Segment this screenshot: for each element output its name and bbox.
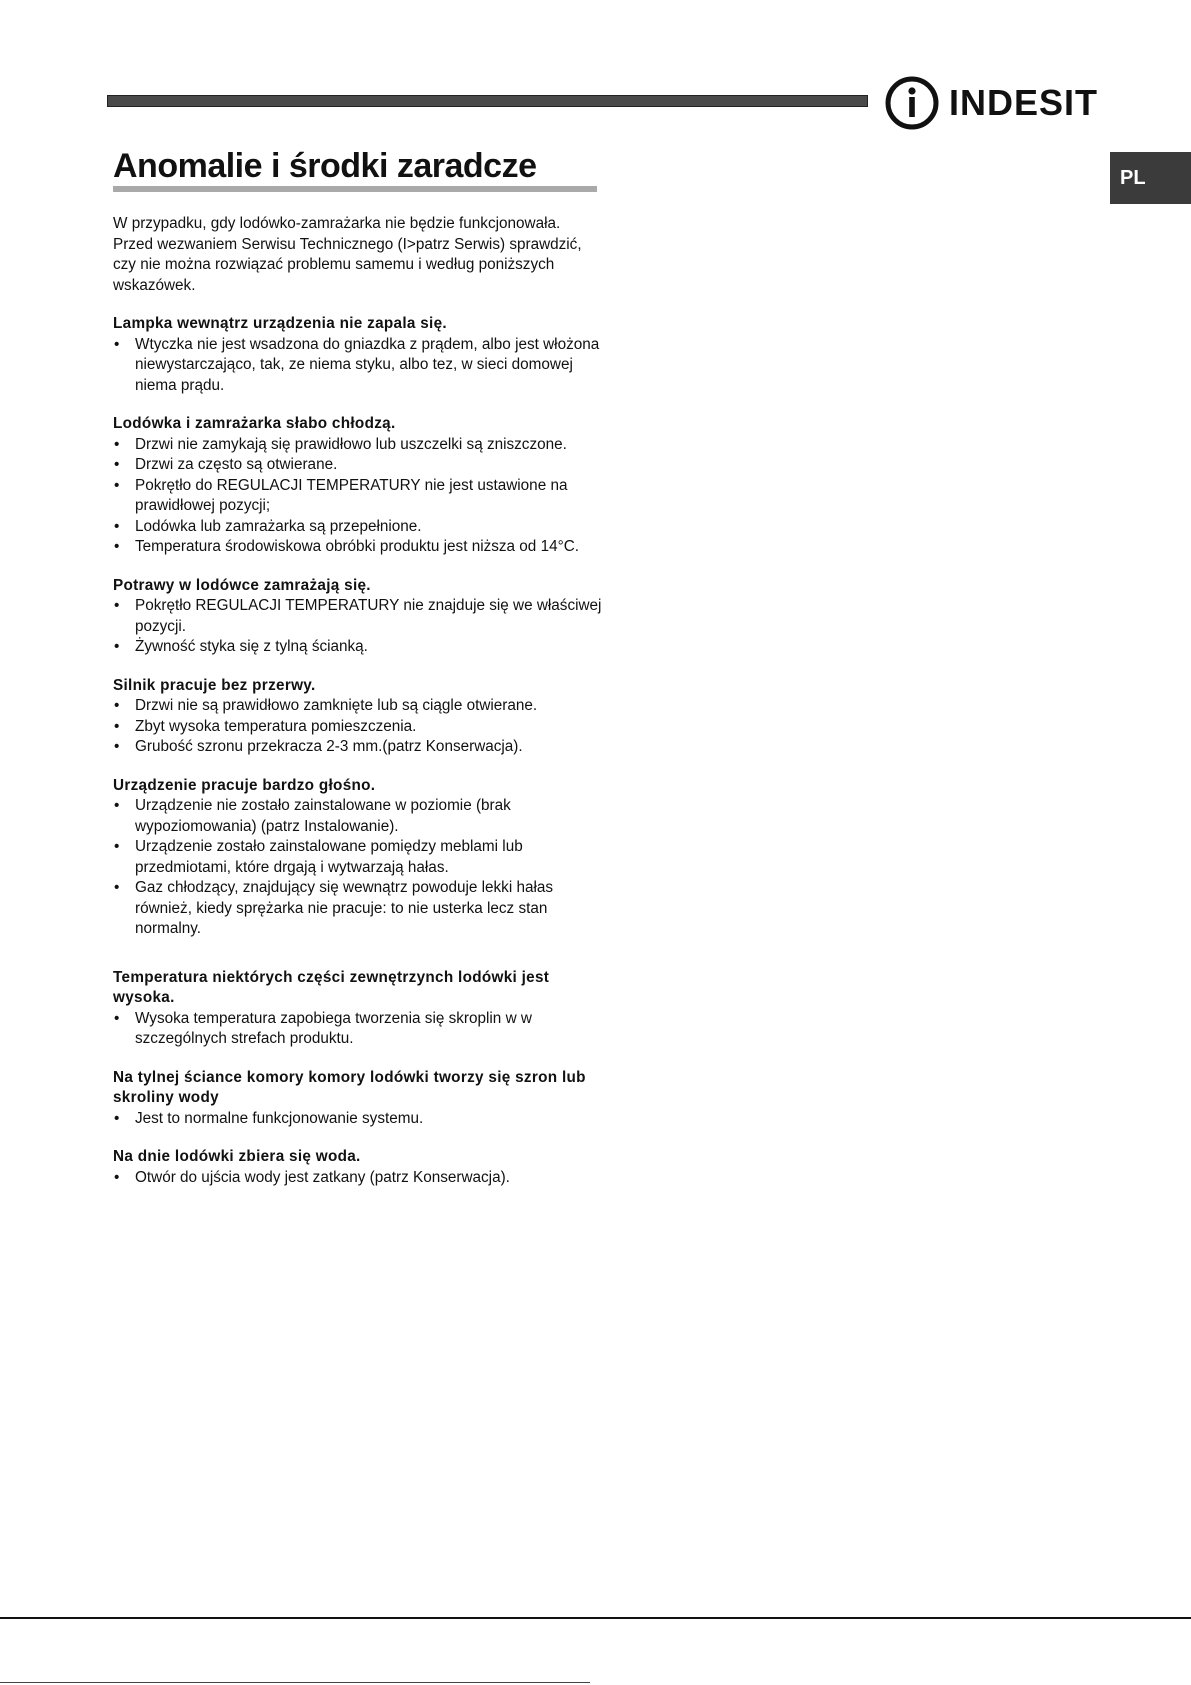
section-heading: Temperatura niektórych części zewnętrzynch lodówki jest wysoka.: [113, 968, 550, 1006]
section-frost-back-wall: [113, 1068, 603, 1130]
footer-rule-secondary: [0, 1682, 590, 1683]
list-item: • Jest to normalne funkcjonowanie systemu.: [113, 1109, 603, 1130]
bullet-list: [113, 1168, 603, 1189]
list-item: • Wysoka temperatura zapobiega tworzenia się skroplin w w szczególnych strefach produktu.: [113, 1009, 603, 1050]
list-item: • Pokrętło do REGULACJI TEMPERATURY nie jest ustawione na prawidłowej pozycji;: [113, 476, 603, 517]
language-tab: PL: [1110, 152, 1191, 204]
bullet-list: [113, 335, 603, 397]
list-item: • Grubość szronu przekracza 2-3 mm.(patrz Konserwacja).: [113, 737, 603, 758]
list-item: • Urządzenie zostało zainstalowane pomiędzy meblami lub przedmiotami, które drgają i wytwarzają hałas.: [113, 837, 603, 878]
list-item: • Żywność styka się z tylną ścianką.: [113, 637, 603, 658]
section-heading: Na dnie lodówki zbiera się woda.: [113, 1148, 361, 1165]
section-water-bottom: [113, 1147, 603, 1188]
intro-paragraph: W przypadku, gdy lodówko-zamrażarka nie będzie funkcjonowała. Przed wezwaniem Serwisu Technicznego (I>patrz Serwis) sprawdzić, czy nie można rozwiązać problemu samemu i według poniższych wskazówek.: [113, 215, 582, 294]
section-heading: Silnik pracuje bez przerwy.: [113, 676, 316, 694]
list-item: • Pokrętło REGULACJI TEMPERATURY nie znajduje się we właściwej pozycji.: [113, 596, 603, 637]
list-item: • Otwór do ujścia wody jest zatkany (patrz Konserwacja).: [113, 1168, 603, 1189]
footer-rule: [0, 1617, 1191, 1619]
list-item: • Urządzenie nie zostało zainstalowane w poziomie (brak wypoziomowania) (patrz Instalowanie).: [113, 796, 603, 837]
section-light: [113, 314, 603, 396]
list-item: • Temperatura środowiskowa obróbki produktu jest niższa od 14°C.: [113, 537, 603, 558]
section-noisy: [113, 776, 603, 940]
list-item: • Drzwi nie zamykają się prawidłowo lub uszczelki są zniszczone.: [113, 435, 603, 456]
bullet-list: [113, 1109, 603, 1130]
bullet-list: [113, 435, 603, 558]
section-heading: Lampka wewnątrz urządzenia nie zapala się.: [113, 315, 447, 332]
section-motor-running: [113, 676, 603, 758]
list-item: • Drzwi za często są otwierane.: [113, 455, 603, 476]
section-external-temperature: [113, 968, 603, 1050]
list-item: • Lodówka lub zamrażarka są przepełnione.: [113, 517, 603, 538]
brand-name: INDESIT: [949, 82, 1099, 123]
brand-logo: [885, 73, 1098, 133]
section-heading: Lodówka i zamrażarka słabo chłodzą.: [113, 415, 396, 432]
bullet-list: [113, 596, 603, 658]
page-title: Anomalie i środki zaradcze: [113, 147, 537, 185]
bullet-list: [113, 1009, 603, 1050]
bullet-list: [113, 796, 603, 940]
list-item: • Gaz chłodzący, znajdujący się wewnątrz powoduje lekki hałas również, kiedy sprężarka nie pracuje: to nie usterka lecz stan normalny.: [113, 878, 603, 940]
list-item: • Zbyt wysoka temperatura pomieszczenia.: [113, 717, 603, 738]
header-bar: [107, 95, 868, 107]
indesit-logo-icon: [885, 76, 939, 130]
section-heading: Potrawy w lodówce zamrażają się.: [113, 576, 371, 594]
bullet-list: [113, 696, 603, 758]
section-food-freezing: [113, 576, 603, 658]
main-content: [113, 146, 603, 1206]
section-heading: Na tylnej ściance komory komory lodówki tworzy się szron lub skroliny wody: [113, 1068, 586, 1106]
section-heading: Urządzenie pracuje bardzo głośno.: [113, 776, 376, 794]
list-item: • Wtyczka nie jest wsadzona do gniazdka z prądem, albo jest włożona niewystarczająco, tak, ze niema styku, albo tez, w sieci domowej niema prądu.: [113, 335, 603, 397]
section-weak-cooling: [113, 414, 603, 558]
list-item: • Drzwi nie są prawidłowo zamknięte lub są ciągle otwierane.: [113, 696, 603, 717]
title-underline: [113, 186, 597, 192]
